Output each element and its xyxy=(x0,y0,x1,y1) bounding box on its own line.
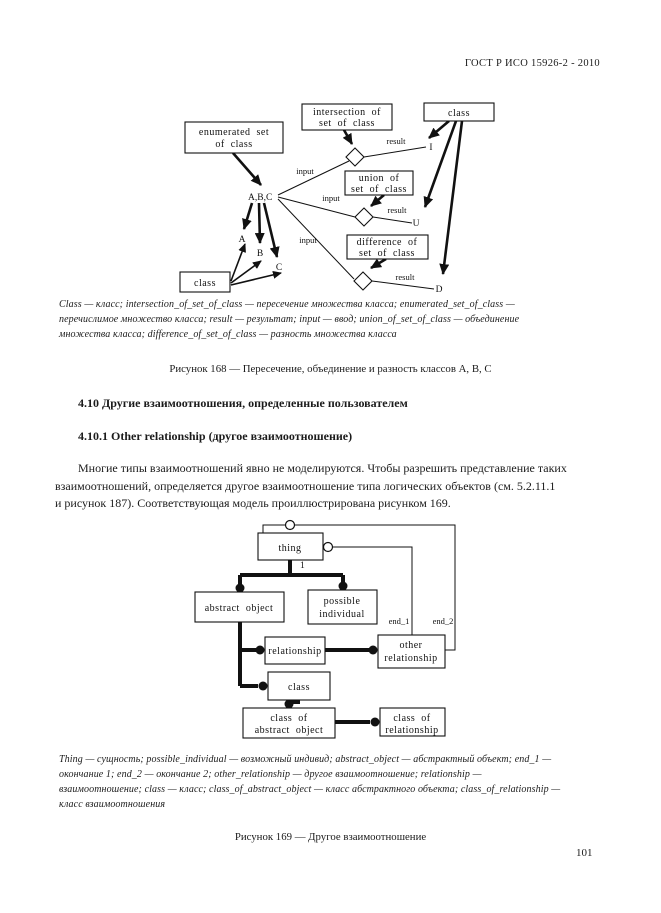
paragraph-line: взаимоотношений, определяется другое взаимоотношение типа логических объектов (см. 5.2.11.1 xyxy=(55,478,556,493)
class-box xyxy=(268,672,330,700)
arrow-abc-to-c xyxy=(264,203,277,257)
paragraph-line: и рисунок 187). Соответствующая модель проиллюстрирована рисунком 169. xyxy=(55,496,451,510)
end2-circle xyxy=(286,521,295,530)
arrow-intersection-to-diamond xyxy=(344,130,352,144)
enumerated-set-of-class-box xyxy=(185,122,283,153)
svg-text:union of: union of xyxy=(358,173,400,184)
input-label-3: input xyxy=(299,235,317,245)
thing-box xyxy=(258,533,323,560)
result-label-3: result xyxy=(395,272,415,282)
other-relationship-box xyxy=(378,635,445,668)
legend-line: класс взаимоотношения xyxy=(59,799,166,810)
abstract-object-box xyxy=(195,592,284,622)
svg-text:possible: possible xyxy=(323,596,361,607)
svg-text:relationship: relationship xyxy=(385,725,439,736)
dot-class-of-abstract xyxy=(285,700,294,709)
svg-text:abstract object: abstract object xyxy=(204,603,274,614)
possible-individual-box xyxy=(308,590,377,624)
svg-text:of class: of class xyxy=(215,139,253,150)
document-code: ГОСТ Р ИСО 15926-2 - 2010 xyxy=(464,58,600,69)
svg-text:thing: thing xyxy=(278,543,302,554)
dot-relationship xyxy=(256,646,265,655)
class-box-top xyxy=(424,103,494,121)
label-a: A xyxy=(238,235,246,245)
svg-text:class of: class of xyxy=(393,713,431,724)
figure-168-legend xyxy=(59,297,611,342)
svg-text:class: class xyxy=(288,682,310,693)
page-number: 101 xyxy=(576,847,593,859)
arrow-classbox-to-c xyxy=(231,273,281,285)
svg-text:relationship: relationship xyxy=(268,646,322,657)
legend-line: Thing — сущность; possible_individual — возможный индивид; abstract_object — абстрактный объект; end_1 — xyxy=(59,754,552,765)
input-label-1: input xyxy=(296,166,314,176)
subtype-dot-abstract xyxy=(236,584,245,593)
section-heading-4-10: 4.10 Другие взаимоотношения, определенные пользователем xyxy=(78,396,408,410)
paragraph-line: Многие типы взаимоотношений явно не моделируются. Чтобы разрешить представление таких xyxy=(78,461,567,475)
legend-line: перечислимое множество класса; result — результат; input — ввод; union_of_set_of_class — объединение xyxy=(59,314,520,325)
label-c: C xyxy=(275,263,283,273)
figure-169-legend xyxy=(59,752,611,812)
arrow-class-to-u xyxy=(425,121,456,207)
svg-text:class: class xyxy=(448,108,470,119)
arrow-class-to-d xyxy=(443,121,462,274)
body-paragraph xyxy=(55,460,611,513)
intersection-of-set-of-class-box xyxy=(302,104,392,130)
result-label-1: result xyxy=(386,136,406,146)
svg-text:set of class: set of class xyxy=(359,248,415,259)
union-diamond xyxy=(355,208,373,226)
legend-line: взаимоотношение; class — класс; class_of_abstract_object — класс абстрактного объекта; class_of_relationship — xyxy=(59,784,561,795)
arrow-classbox-to-a xyxy=(231,244,245,281)
dot-other-relationship xyxy=(369,646,378,655)
figure-169-diagram xyxy=(195,515,465,750)
arrow-enumerated-to-abc xyxy=(233,153,261,185)
legend-line: Class — класс; intersection_of_set_of_class — пересечение множества класса; enumerated_set_of_class — xyxy=(59,299,515,310)
input-label-2: input xyxy=(322,193,340,203)
svg-text:set of class: set of class xyxy=(319,118,375,129)
subtype-dot-possible xyxy=(339,582,348,591)
legend-line: окончание 1; end_2 — окончание 2; other_relationship — другое взаимоотношение; relationship — xyxy=(59,769,482,780)
label-b: B xyxy=(256,249,264,259)
svg-text:class: class xyxy=(194,278,216,289)
svg-text:set of class: set of class xyxy=(351,184,407,195)
end1-circle xyxy=(324,543,333,552)
arrow-abc-to-a xyxy=(244,203,252,229)
result-line-u xyxy=(373,217,412,223)
svg-text:relationship: relationship xyxy=(384,653,438,664)
end1-label: end_1 xyxy=(388,616,410,626)
difference-of-set-of-class-box xyxy=(347,235,428,259)
svg-text:class of: class of xyxy=(270,713,308,724)
arrow-abc-to-b xyxy=(259,203,260,243)
arrow-difference-to-diamond xyxy=(371,259,386,268)
label-i: I xyxy=(429,143,433,153)
svg-text:other: other xyxy=(399,640,423,651)
figure-169-caption: Рисунок 169 — Другое взаимоотношение xyxy=(234,831,427,843)
class-box-bottom xyxy=(180,272,230,292)
section-heading-4-10-1: 4.10.1 Other relationship (другое взаимоотношение) xyxy=(78,429,353,443)
result-line-d xyxy=(372,281,434,289)
label-abc: A,B,C xyxy=(248,193,273,203)
arrow-class-to-i xyxy=(429,121,449,138)
svg-text:enumerated set: enumerated set xyxy=(198,127,270,138)
result-line-i xyxy=(364,147,426,157)
intersection-diamond xyxy=(346,148,364,166)
figure-168-diagram xyxy=(165,95,505,298)
cardinality-one-label: 1 xyxy=(300,561,305,571)
label-u: U xyxy=(412,219,420,229)
relationship-box xyxy=(265,637,325,664)
figure-168-caption: Рисунок 168 — Пересечение, объединение и разность классов А, В, С xyxy=(169,363,492,375)
svg-text:abstract object: abstract object xyxy=(254,725,324,736)
class-of-relationship-box xyxy=(380,708,445,736)
union-of-set-of-class-box xyxy=(345,171,413,195)
dot-class-of-relationship xyxy=(371,718,380,727)
svg-text:intersection of: intersection of xyxy=(313,107,381,118)
label-d: D xyxy=(435,285,443,295)
dot-class xyxy=(259,682,268,691)
arrow-union-to-diamond xyxy=(371,195,384,206)
end2-label: end_2 xyxy=(432,616,454,626)
result-label-2: result xyxy=(387,205,407,215)
difference-diamond xyxy=(354,272,372,290)
svg-text:individual: individual xyxy=(319,609,365,620)
input-line-union xyxy=(278,197,355,217)
svg-text:difference of: difference of xyxy=(356,237,418,248)
class-of-abstract-object-box xyxy=(243,708,335,738)
legend-line: множества класса; difference_of_set_of_class — разность множества класса xyxy=(59,329,397,340)
